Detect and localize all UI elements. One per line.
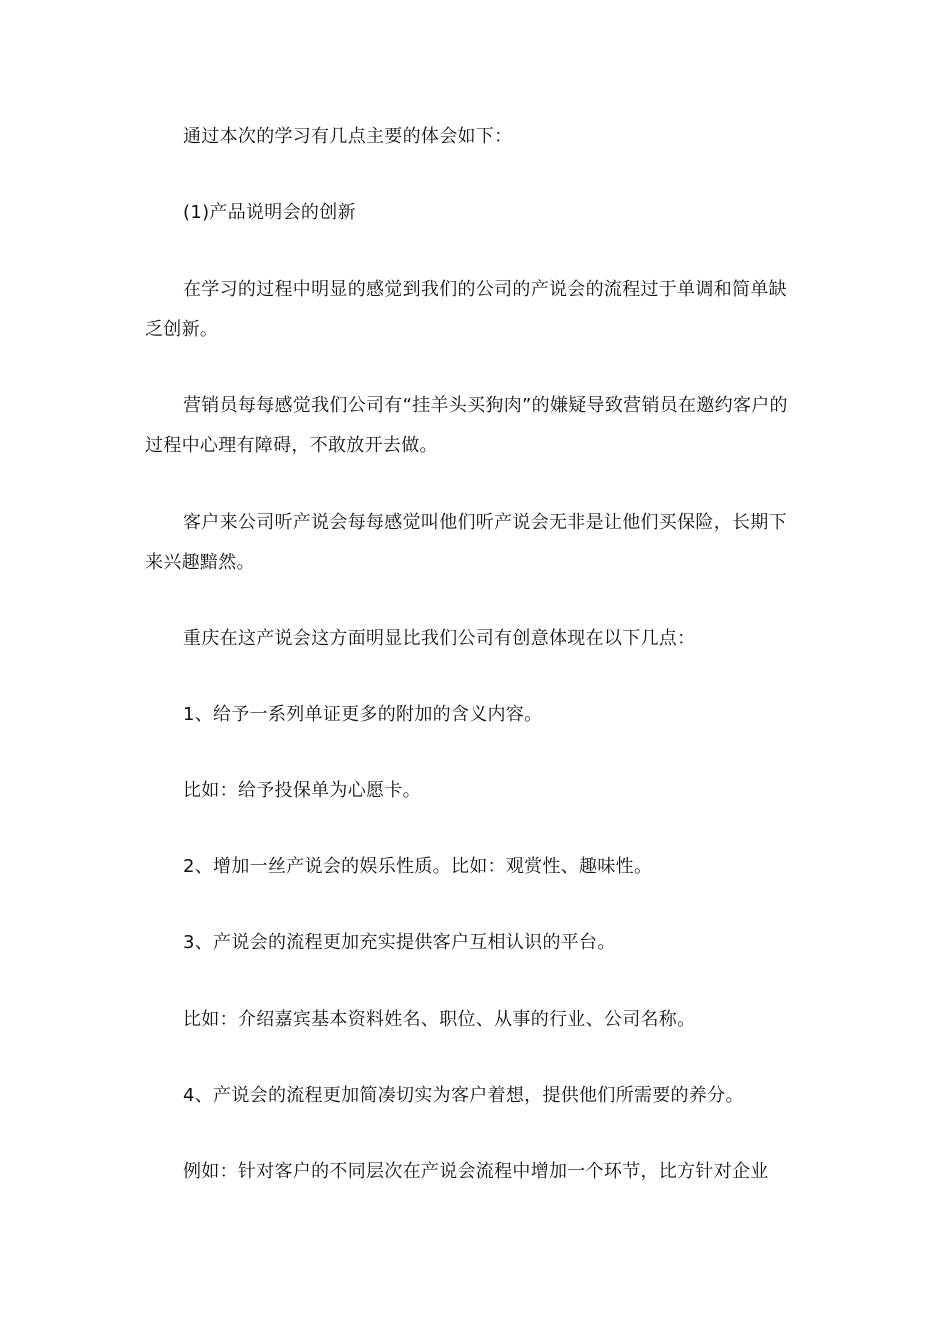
paragraph-process-monotonous: 在学习的过程中明显的感觉到我们的公司的产说会的流程过于单调和简单缺乏创新。	[145, 279, 787, 340]
paragraph-example-4: 例如：针对客户的不同层次在产说会流程中增加一个环节，比方针对企业	[183, 1161, 769, 1182]
paragraph-point-4: 4、产说会的流程更加简凑切实为客户着想，提供他们所需要的养分。	[183, 1085, 744, 1106]
paragraph-point-2: 2、增加一丝产说会的娱乐性质。比如：观赏性、趣味性。	[183, 856, 653, 877]
paragraph-point-1: 1、给予一系列单证更多的附加的含义内容。	[183, 704, 543, 725]
paragraph-example-3: 比如：介绍嘉宾基本资料姓名、职位、从事的行业、公司名称。	[183, 1009, 696, 1030]
paragraph-intro: 通过本次的学习有几点主要的体会如下：	[183, 126, 513, 147]
paragraph-salesperson-concern: 营销员每每感觉我们公司有“挂羊头买狗肉”的嫌疑导致营销员在邀约客户的过程中心理有障碍，不敢放开去做。	[145, 395, 788, 456]
paragraph-customer-interest: 客户来公司听产说会每每感觉叫他们听产说会无非是让他们买保险，长期下来兴趣黯然。	[145, 512, 787, 573]
paragraph-chongqing-creativity: 重庆在这产说会这方面明显比我们公司有创意体现在以下几点：	[183, 628, 696, 649]
paragraph-point-3: 3、产说会的流程更加充实提供客户互相认识的平台。	[183, 932, 616, 953]
paragraph-heading-product-meeting: (1)产品说明会的创新	[183, 202, 356, 223]
paragraph-example-1: 比如：给予投保单为心愿卡。	[183, 780, 421, 801]
